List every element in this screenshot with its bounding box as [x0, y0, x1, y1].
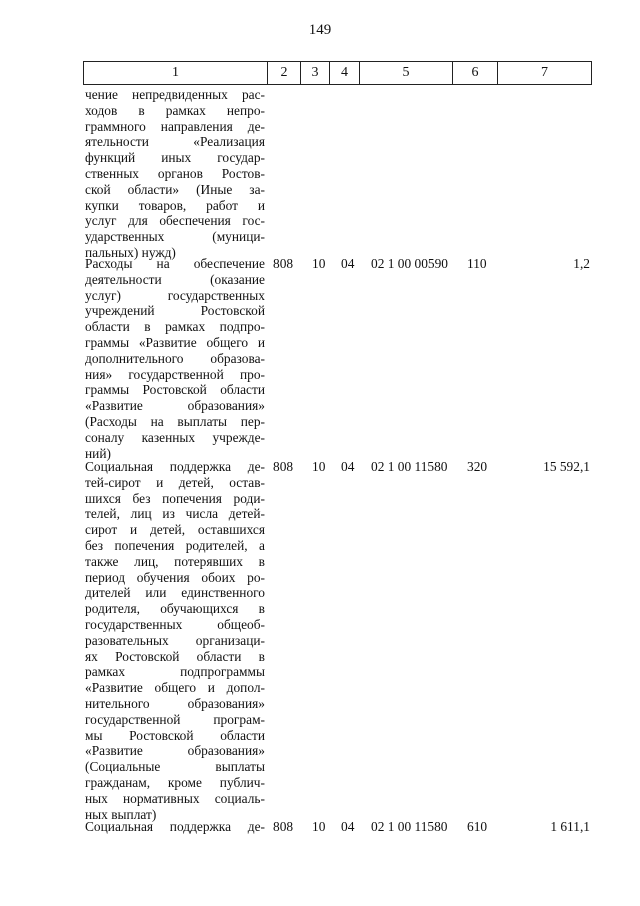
cell-section: 10: [312, 819, 326, 834]
desc-line: граммы «Развитие общего и: [85, 334, 265, 350]
cell-amount: 1,2: [573, 256, 590, 271]
row-description: [85, 256, 265, 461]
desc-line: ходов в рамках непро-: [85, 102, 265, 118]
desc-line: Социальная поддержка де-: [85, 459, 265, 474]
desc-line: ных выплат): [85, 806, 157, 822]
cell-amount: 15 592,1: [543, 459, 590, 474]
desc-line: разовательных организаци-: [85, 632, 265, 648]
cell-target-article: 02 1 00 11580: [371, 459, 448, 474]
desc-line: дополнительного образова-: [85, 350, 265, 366]
desc-line: учреждений Ростовской: [85, 303, 265, 319]
desc-line: шихся без попечения роди-: [85, 490, 265, 506]
cell-expense-type: 320: [467, 459, 488, 474]
desc-line: дителей или единственного: [85, 585, 265, 601]
desc-line: чение непредвиденных рас-: [85, 87, 265, 102]
desc-line: сирот и детей, оставшихся: [85, 522, 265, 538]
page-number: 149: [308, 22, 332, 38]
header-col-1: 1: [84, 62, 268, 85]
header-col-6: 6: [453, 62, 498, 85]
desc-line: ях Ростовской области в: [85, 648, 265, 664]
desc-line: области в рамках подпро-: [85, 319, 265, 335]
desc-line: нительного образования»: [85, 695, 265, 711]
desc-line: деятельности (оказание: [85, 271, 265, 287]
desc-line: ятельности «Реализация: [85, 134, 265, 150]
desc-line: (Социальные выплаты: [85, 759, 265, 775]
desc-line: родителя, обучающихся в: [85, 601, 265, 617]
desc-line: тей-сирот и детей, остав-: [85, 474, 265, 490]
desc-line: функций иных государ-: [85, 150, 265, 166]
cell-expense-type: 110: [467, 256, 487, 271]
desc-line: соналу казенных учрежде-: [85, 429, 265, 445]
desc-line: Социальная поддержка де-: [85, 819, 265, 834]
desc-line: пальных) нужд): [85, 244, 176, 260]
cell-section: 10: [312, 459, 326, 474]
row-description: [85, 819, 265, 835]
desc-line: граммного направления де-: [85, 118, 265, 134]
header-col-3: 3: [301, 62, 330, 85]
cell-amount: 1 611,1: [550, 819, 590, 834]
desc-line: ных нормативных социаль-: [85, 790, 265, 806]
desc-line: ударственных (муници-: [85, 229, 265, 245]
desc-line: гражданам, кроме публич-: [85, 774, 265, 790]
desc-line: «Развитие образования»: [85, 743, 265, 759]
desc-line: услуг для обеспечения гос-: [85, 213, 265, 229]
cell-expense-type: 610: [467, 819, 488, 834]
header-col-7: 7: [498, 62, 592, 85]
desc-line: рамках подпрограммы: [85, 664, 265, 680]
desc-line: период обучения обоих ро-: [85, 569, 265, 585]
desc-line: купки товаров, работ и: [85, 197, 265, 213]
desc-line: ственных органов Ростов-: [85, 165, 265, 181]
row-description: [85, 459, 265, 822]
cell-ministry: 808: [273, 459, 294, 474]
desc-line: «Развитие образования»: [85, 398, 265, 414]
cell-subsection: 04: [341, 256, 355, 271]
desc-line: Расходы на обеспечение: [85, 256, 265, 271]
cell-subsection: 04: [341, 819, 355, 834]
cell-target-article: 02 1 00 00590: [371, 256, 448, 271]
desc-line: государственных общеоб-: [85, 616, 265, 632]
cell-ministry: 808: [273, 819, 294, 834]
desc-line: государственной програм-: [85, 711, 265, 727]
cell-target-article: 02 1 00 11580: [371, 819, 448, 834]
desc-line: ний): [85, 445, 111, 461]
desc-line: без попечения родителей, а: [85, 537, 265, 553]
table-header: [83, 61, 592, 85]
cell-subsection: 04: [341, 459, 355, 474]
desc-line: (Расходы на выплаты пер-: [85, 413, 265, 429]
row-description: [85, 87, 265, 261]
desc-line: граммы Ростовской области: [85, 382, 265, 398]
header-col-4: 4: [330, 62, 360, 85]
desc-line: мы Ростовской области: [85, 727, 265, 743]
desc-line: телей, лиц из числа детей-: [85, 506, 265, 522]
cell-section: 10: [312, 256, 326, 271]
header-col-2: 2: [268, 62, 301, 85]
cell-ministry: 808: [273, 256, 294, 271]
desc-line: ской области» (Иные за-: [85, 181, 265, 197]
desc-line: «Развитие общего и допол-: [85, 680, 265, 696]
desc-line: услуг) государственных: [85, 287, 265, 303]
desc-line: также лиц, потерявших в: [85, 553, 265, 569]
desc-line: ния» государственной про-: [85, 366, 265, 382]
header-col-5: 5: [360, 62, 453, 85]
